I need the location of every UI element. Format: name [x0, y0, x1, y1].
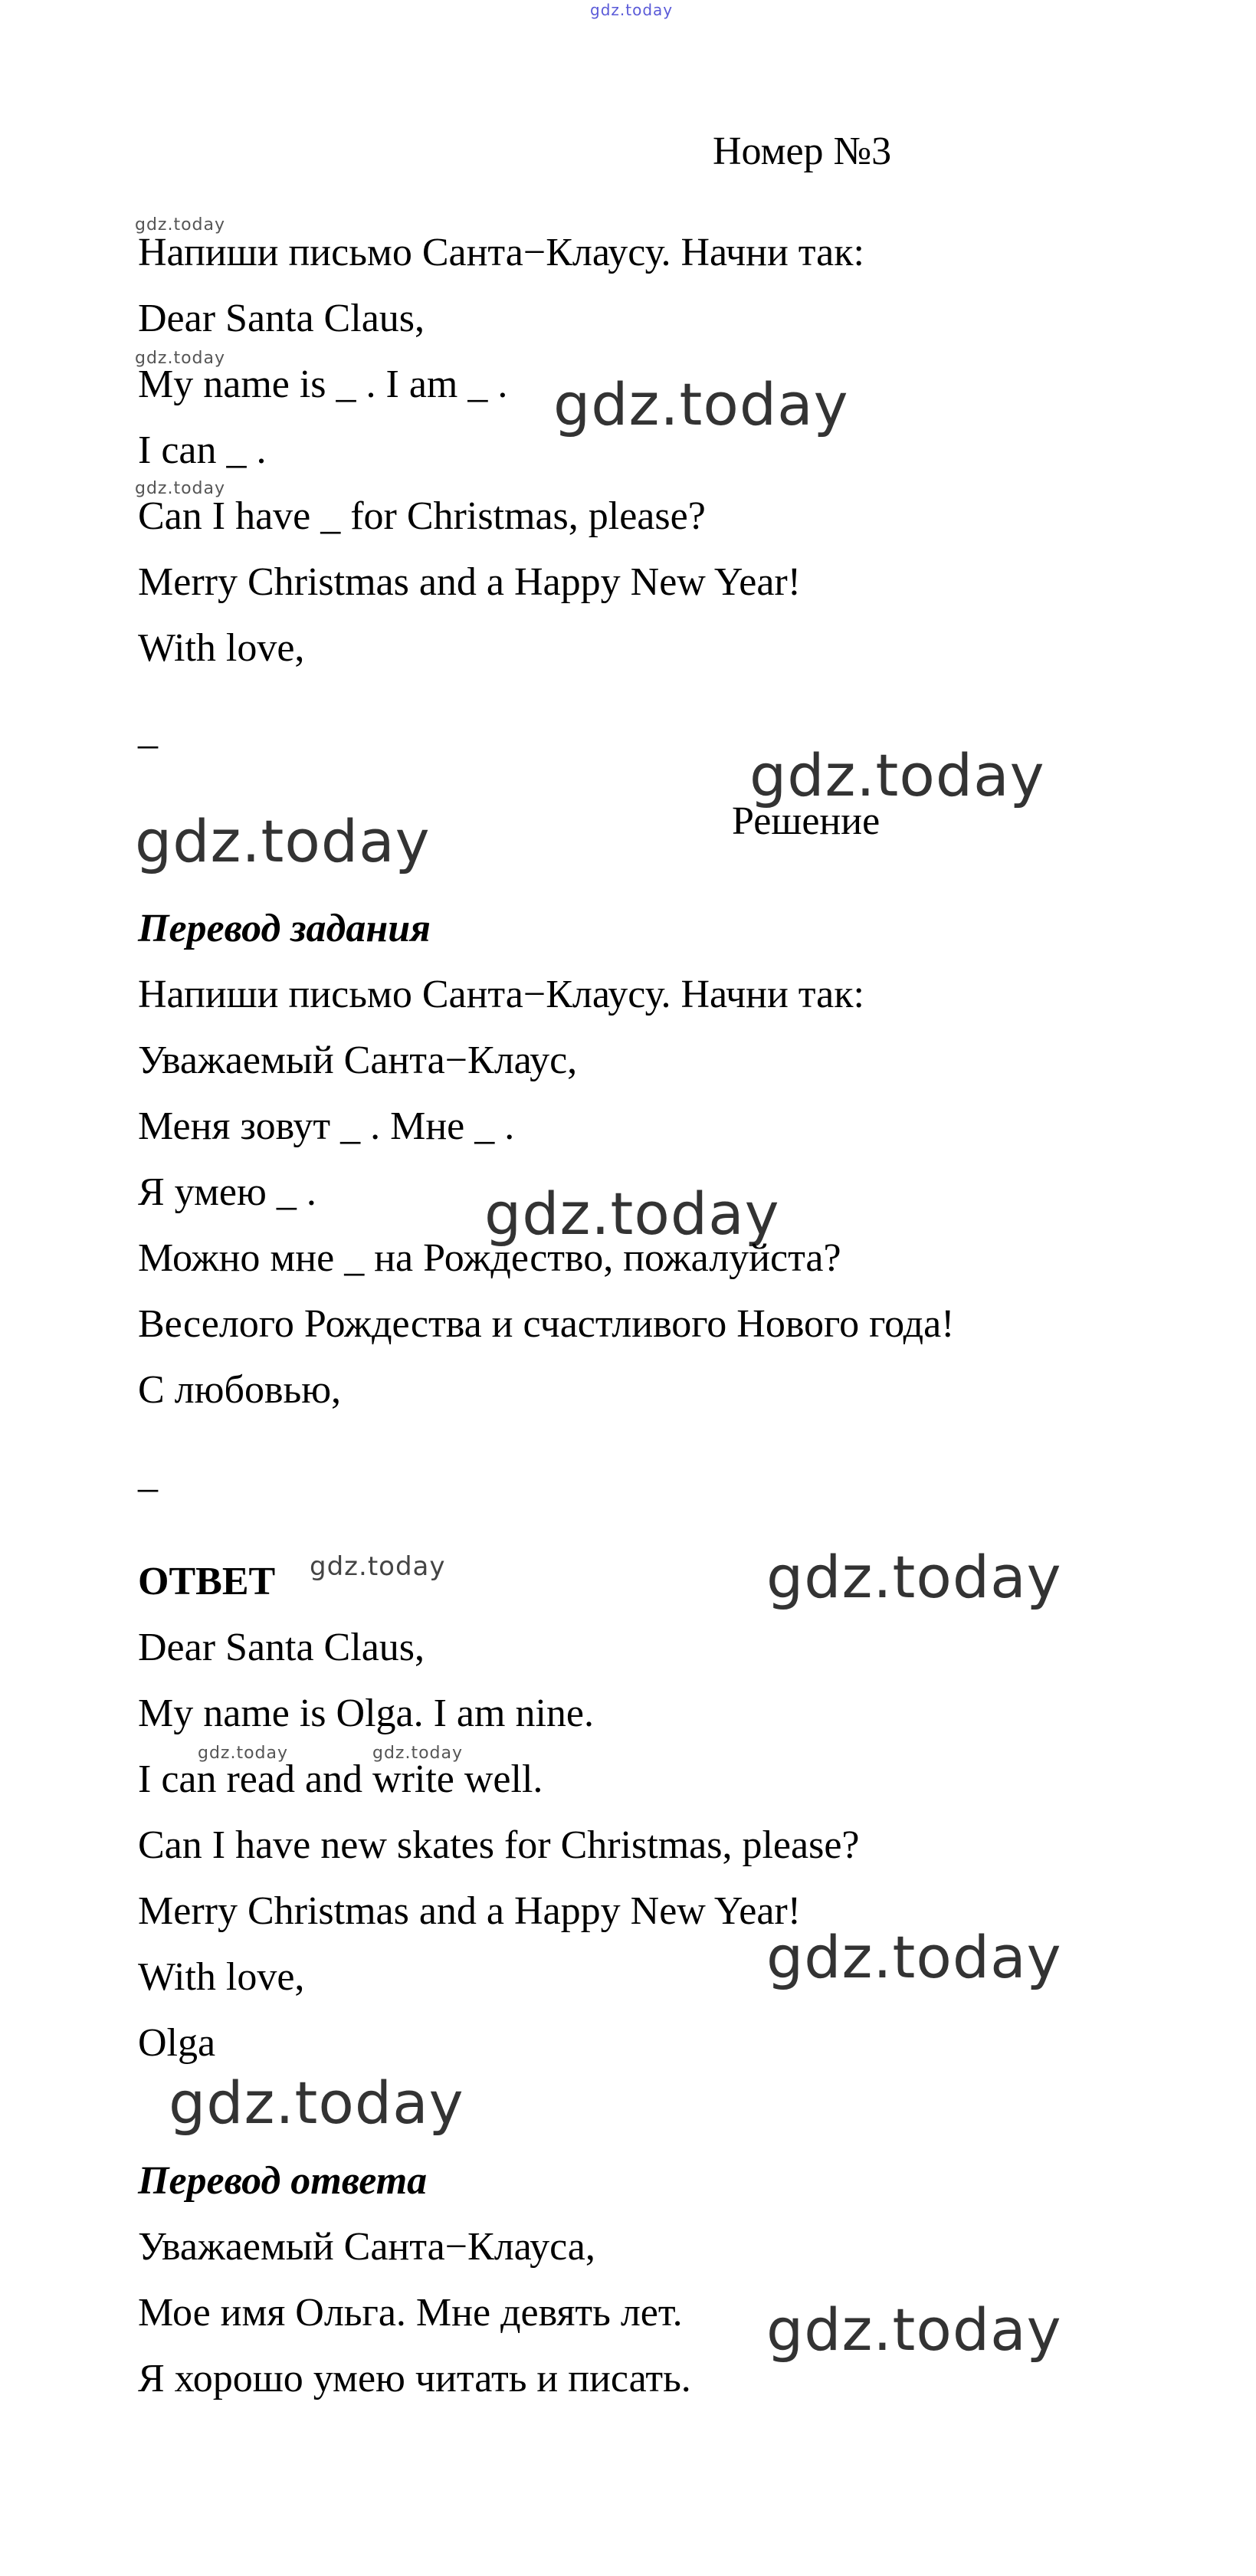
watermark-large: gdz.today	[766, 1923, 1062, 1991]
answer-heading: ОТВЕТ	[138, 1560, 276, 1603]
answer-line: Merry Christmas and a Happy New Year!	[138, 1889, 802, 1933]
answer-line: I can read and write well.	[138, 1757, 543, 1801]
solution-label: Решение	[732, 799, 881, 843]
page-title: Номер №3	[713, 130, 892, 173]
answer-line: Can I have new skates for Christmas, please?	[138, 1823, 860, 1867]
watermark-small: gdz.today	[135, 215, 226, 235]
answer-translation-line: Я хорошо умею читать и писать.	[138, 2357, 691, 2400]
translation-line: _	[138, 1452, 158, 1496]
watermark-large: gdz.today	[766, 1543, 1062, 1611]
translation-line: Веселого Рождества и счастливого Нового года!	[138, 1302, 955, 1346]
task-line: With love,	[138, 626, 305, 670]
task-line: _	[138, 709, 158, 753]
task-line: Dear Santa Claus,	[138, 297, 425, 340]
answer-line: Dear Santa Claus,	[138, 1626, 425, 1669]
watermark-large: gdz.today	[749, 741, 1045, 809]
answer-line: My name is Olga. I am nine.	[138, 1692, 594, 1735]
watermark-large: gdz.today	[766, 2295, 1062, 2364]
watermark-large: gdz.today	[553, 370, 849, 438]
watermark-small: gdz.today	[135, 349, 226, 368]
translation-line: Меня зовут _ . Мне _ .	[138, 1104, 515, 1148]
answer-translation-line: Уважаемый Санта−Клауса,	[138, 2225, 595, 2269]
translation-heading: Перевод задания	[138, 907, 431, 950]
watermark-top: gdz.today	[590, 1, 674, 19]
translation-line: С любовью,	[138, 1368, 342, 1412]
watermark-small: gdz.today	[198, 1744, 289, 1763]
task-instruction: Напиши письмо Санта−Клаусу. Начни так:	[138, 231, 864, 274]
answer-translation-heading: Перевод ответа	[138, 2159, 428, 2203]
answer-line: Olga	[138, 2021, 216, 2065]
task-line: Merry Christmas and a Happy New Year!	[138, 560, 802, 604]
translation-line: Уважаемый Санта−Клаус,	[138, 1039, 578, 1082]
answer-line: With love,	[138, 1955, 305, 1999]
watermark-medium: gdz.today	[310, 1551, 446, 1582]
watermark-small: gdz.today	[372, 1744, 464, 1763]
task-line: Can I have _ for Christmas, please?	[138, 494, 706, 538]
task-line: I can _ .	[138, 428, 267, 472]
watermark-large: gdz.today	[135, 807, 431, 875]
watermark-small: gdz.today	[135, 479, 226, 498]
translation-line: Я умею _ .	[138, 1170, 316, 1214]
translation-line: Можно мне _ на Рождество, пожалуйста?	[138, 1236, 841, 1280]
task-line: My name is _ . I am _ .	[138, 363, 508, 406]
watermark-large: gdz.today	[484, 1180, 780, 1248]
answer-translation-line: Мое имя Ольга. Мне девять лет.	[138, 2291, 683, 2335]
translation-line: Напиши письмо Санта−Клаусу. Начни так:	[138, 973, 864, 1016]
watermark-large: gdz.today	[169, 2069, 464, 2137]
